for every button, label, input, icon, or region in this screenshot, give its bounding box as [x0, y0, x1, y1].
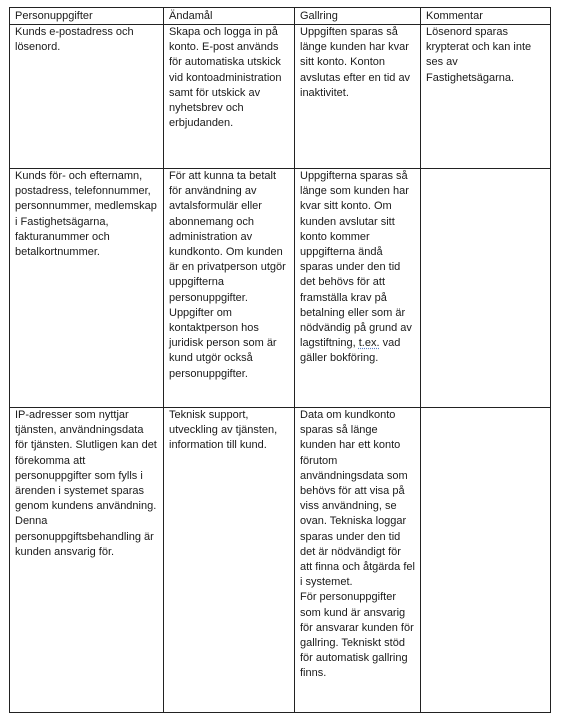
- gdpr-table: [9, 7, 551, 713]
- cell-gallring: [295, 25, 421, 169]
- header-kommentar: Kommentar: [421, 8, 551, 25]
- cell-kommentar: [421, 25, 551, 169]
- cell-text: Teknisk support, utveckling av tjänsten, information till kund.: [169, 409, 278, 452]
- table-row: [10, 169, 551, 408]
- cell-text: Kunds för- och efternamn, postadress, telefonnummer, personnummer, medlemskap i Fastighetsägarna, fakturanummer och betalkortnummer.: [15, 170, 157, 259]
- cell-andamal: [164, 169, 295, 408]
- cell-text: Uppgifterna sparas så länge som kunden har kvar sitt konto. Om kunden avslutar sitt konto kommer uppgifterna ändå sparas under den tid det behövs för att framställa krav på betalning eller som är nödvändig på grund av lagstiftning,: [300, 170, 412, 350]
- cell-text: Lösenord sparas krypterat och kan inte ses av Fastighetsägarna.: [426, 26, 532, 84]
- text-cursor[interactable]: [9, 699, 10, 710]
- cell-personuppgifter: [10, 408, 164, 713]
- spellcheck-marked-text: t.ex.: [358, 337, 380, 350]
- cell-text: IP-adresser som nyttjar tjänsten, användningsdata för tjänsten. Slutligen kan det förekomma att personuppgifter som fylls i ärenden i systemet sparas genom kundens användning. Denna personuppgiftsbehandling är kunden ansvarig för.: [15, 409, 157, 558]
- cell-gallring: [295, 169, 421, 408]
- cell-kommentar: [421, 408, 551, 713]
- cell-andamal: [164, 25, 295, 169]
- table-row: [10, 408, 551, 713]
- table-row: [10, 25, 551, 169]
- cell-personuppgifter: [10, 169, 164, 408]
- cell-text: Uppgiften sparas så länge kunden har kvar sitt konto. Konton avslutas efter en tid av inaktivitet.: [300, 26, 411, 99]
- cell-gallring: [295, 408, 421, 713]
- cell-text: Data om kundkonto sparas så länge kunden har ett konto förutom användningsdata som behövs för att visa på viss användning, se ovan. Tekniska loggar sparas under den tid det är nödvändigt för att finna och åtgärda fel i systemet. För personuppgifter som kund är ansvarig för ansvarar kunden för gallring. Tekniskt stöd för automatisk gallring finns.: [300, 409, 415, 680]
- cell-personuppgifter: [10, 25, 164, 169]
- cell-text: Skapa och logga in på konto. E-post används för automatiska utskick vid kontoadministration samt för utskick av nyhetsbrev och erbjudanden.: [169, 26, 282, 130]
- cell-text: Kunds e-postadress och lösenord.: [15, 26, 134, 54]
- header-andamal: Ändamål: [164, 8, 295, 25]
- cell-text: För att kunna ta betalt för användning av avtalsformulär eller abonnemang och administration av kundkonto. Om kunden är en privatperson utgör uppgifterna personuppgifter. Uppgifter om kontaktperson hos juridisk person som är kund utgör också personuppgifter.: [169, 170, 286, 380]
- table-header-row: [10, 8, 551, 25]
- header-gallring: Gallring: [295, 8, 421, 25]
- cell-andamal: [164, 408, 295, 713]
- header-personuppgifter: Personuppgifter: [10, 8, 164, 25]
- cell-kommentar: [421, 169, 551, 408]
- cell-text: vad gäller bokföring.: [300, 337, 401, 365]
